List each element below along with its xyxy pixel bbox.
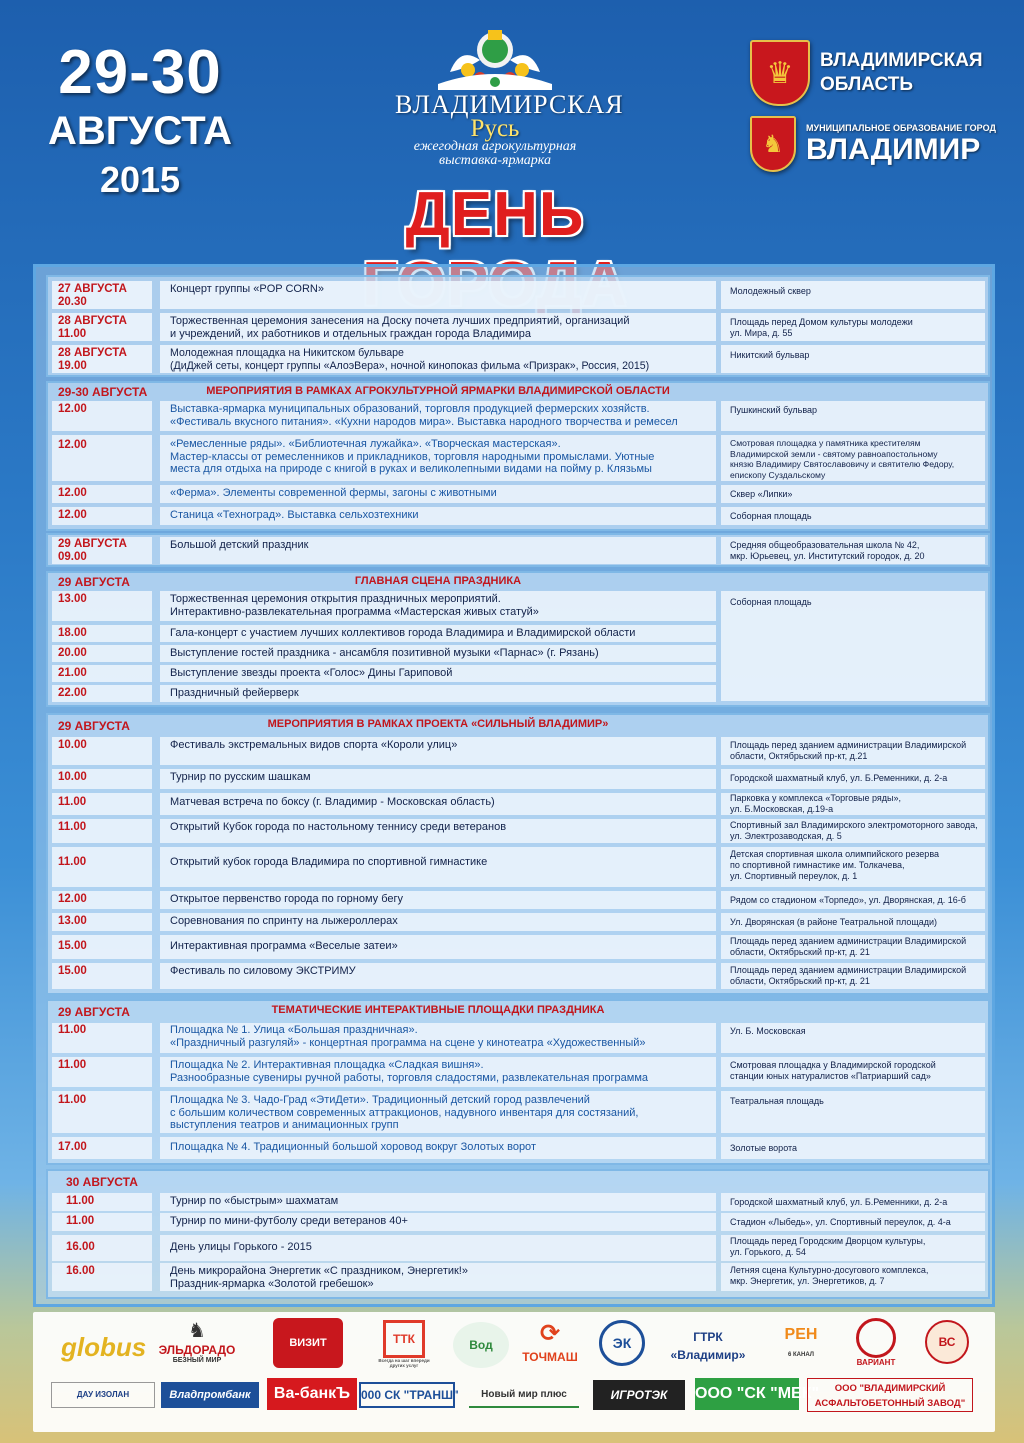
sponsor-ttk-sub: Всегда на шаг впереди других услуг [378, 1358, 430, 1368]
fair-logo [395, 24, 624, 168]
row-time: 11.00 [58, 1094, 87, 1106]
row-time: 11.00 [58, 856, 87, 868]
sponsor-novy-mir-logo: Новый мир плюс [469, 1382, 579, 1408]
city-coat-of-arms-icon: ♞ [750, 116, 796, 172]
row-event: Площадка № 1. Улица «Большая праздничная». «Праздничный разгуляй» - концертная программа на сцене у кинотеатра «Художественный» [170, 1024, 646, 1049]
row-event: Гала-концерт с участием лучших коллективов города Владимира и Владимирской области [170, 627, 636, 639]
row-place: Театральная площадь [730, 1096, 824, 1106]
row-event: Площадка № 3. Чадо-Град «ЭтиДети». Традиционный детский город развлечений с большим количеством современных аттракционов, надувного инвентаря для состязаний, выступления театров и анимационных групп [170, 1094, 639, 1131]
sponsor-eldorado-logo: ♞ ЭЛЬДОРАДО БЕЗНЫЙ МИР [151, 1318, 243, 1368]
section-fair [46, 381, 990, 531]
row-place: Сквер «Липки» [730, 489, 793, 499]
section-preliminary [46, 275, 990, 377]
section-date: 30 АВГУСТА [66, 1175, 138, 1189]
row-time: 10.00 [58, 771, 87, 783]
row-place: Соборная площадь [730, 511, 812, 521]
row-place: Городской шахматный клуб, ул. Б.Ременники, д. 2-а [730, 1197, 948, 1207]
stage-place: Соборная площадь [730, 597, 812, 607]
sponsor-ren-sub: 6 КАНАЛ [788, 1352, 814, 1358]
row-time: 11.00 [66, 1195, 95, 1207]
row-place: Ул. Б. Московская [730, 1026, 806, 1036]
section-heading: ГЛАВНАЯ СЦЕНА ПРАЗДНИКА [354, 575, 522, 587]
row-place: Городской шахматный клуб, ул. Б.Ременники, д. 2-а [730, 773, 948, 783]
poster-header [0, 0, 1024, 262]
row-event: Матчевая встреча по боксу (г. Владимир - Московская область) [170, 796, 495, 808]
row-place: Площадь перед зданием администрации Владимирской области, Октябрьский пр-кт, д. 21 [730, 965, 967, 986]
row-event: Праздничный фейерверк [170, 687, 299, 699]
row-place: Смотровая площадка у Владимирской городской станции юных натуралистов «Патриарший сад» [730, 1060, 936, 1081]
schedule-panel [33, 264, 995, 1307]
row-event: Выставка-ярмарка муниципальных образований, торговля продукцией фермерских хозяйств. «Фестиваль вкусного питания». «Кухни народов мира». Выставка народного творчества и ремесел [170, 403, 678, 428]
row-time: 12.00 [58, 403, 87, 415]
row-place: Площадь перед зданием администрации Владимирской области, Октябрьский пр-кт, д. 21 [730, 936, 967, 957]
sponsor-eldorado-sub: БЕЗНЫЙ МИР [172, 1357, 222, 1364]
row-time: 11.00 [58, 821, 87, 833]
row-date: 29 АВГУСТА [58, 538, 127, 550]
section-date: 29 АВГУСТА [58, 719, 130, 733]
row-time: 21.00 [58, 667, 87, 679]
row-place: Площадь перед Городским Дворцом культуры, ул. Горького, д. 54 [730, 1236, 926, 1257]
row-event: День микрорайона Энергетик «С праздником, Энергетик!» Праздник-ярмарка «Золотой гребешок» [170, 1265, 468, 1290]
row-event: Турнир по мини-футболу среди ветеранов 40+ [170, 1215, 408, 1227]
sponsor-sk-transh-logo: 000 СК "ТРАНШ" [359, 1382, 455, 1408]
section-aug30 [46, 1169, 990, 1299]
row-time: 19.00 [58, 360, 87, 372]
row-time: 11.00 [58, 796, 87, 808]
sponsor-igrotek-logo: ИГРОТЭК [593, 1380, 685, 1410]
row-time: 11.00 [58, 1059, 87, 1071]
row-event: Площадка № 4. Традиционный большой хоровод вокруг Золотых ворот [170, 1141, 536, 1153]
row-place: Стадион «Лыбедь», ул. Спортивный переулок, д. 4-а [730, 1217, 951, 1227]
row-event: Открытое первенство города по горному бегу [170, 893, 404, 905]
row-time: 16.00 [66, 1241, 95, 1253]
section-date: 29 АВГУСТА [58, 1005, 130, 1019]
sponsor-emblem-logo: ВС [925, 1320, 969, 1364]
row-place: Ул. Дворянская (в районе Театральной площади) [730, 917, 938, 927]
row-time: 17.00 [58, 1141, 87, 1153]
row-time: 09.00 [58, 551, 87, 563]
dates-year: 2015 [99, 159, 181, 200]
row-date: 28 АВГУСТА [58, 347, 127, 359]
row-time: 18.00 [58, 627, 87, 639]
row-event: Интерактивная программа «Веселые затеи» [170, 940, 398, 952]
row-time: 22.00 [58, 687, 87, 699]
row-event: Выступление звезды проекта «Голос» Дины Гариповой [170, 667, 453, 679]
section-themed [46, 999, 990, 1165]
row-event: Торжественная церемония открытия праздничных мероприятий. Интерактивно-развлекательная программа «Мастерская живых статуй» [170, 593, 539, 618]
row-event: Турнир по «быстрым» шахматам [170, 1195, 339, 1207]
row-event: День улицы Горького - 2015 [170, 1241, 312, 1253]
row-time: 11.00 [58, 328, 87, 340]
sponsor-vizit-logo: ВИЗИТ [273, 1318, 343, 1368]
sponsor-ek-logo: ЭК [599, 1320, 645, 1366]
city-name: ВЛАДИМИР [806, 133, 981, 166]
row-event: Соревнования по спринту на лыжероллерах [170, 915, 398, 927]
row-time: 15.00 [58, 940, 87, 952]
page-title: ДЕНЬ [405, 180, 585, 249]
sponsor-dau-logo: ДАУ ИЗОЛАН [51, 1382, 155, 1408]
row-time: 12.00 [58, 487, 87, 499]
sponsor-ren-name: РЕН [784, 1326, 818, 1343]
row-place: Пушкинский бульвар [730, 405, 818, 415]
row-event: «Ремесленные ряды». «Библиотечная лужайка». «Творческая мастерская». Мастер-классы от ремесленников и прикладников, торговля народными промыслами. Уютные места для отдыха на природе с книгой в руках и великолепными видами на пойму р. Клязьмы [170, 438, 655, 475]
sponsor-sk-mek-logo: ООО "СК "МЕК" [695, 1378, 799, 1410]
row-event: Площадка № 2. Интерактивная площадка «Сладкая вишня». Разнообразные сувениры ручной работы, торговля сладостями, развлекательная программа [170, 1059, 649, 1084]
region-name-2: ОБЛАСТЬ [820, 74, 914, 95]
sponsor-vabank-logo: Ва-банкЪ [267, 1378, 357, 1410]
sponsors-bar [33, 1312, 995, 1432]
row-event: Фестиваль по силовому ЭКСТРИМУ [170, 965, 356, 977]
row-event: Открытий кубок города Владимира по спортивной гимнастике [170, 856, 488, 868]
row-time: 10.00 [58, 739, 87, 751]
row-time: 12.00 [58, 509, 87, 521]
row-time: 11.00 [66, 1215, 95, 1227]
region-coat-of-arms-icon: ♛ [750, 40, 810, 106]
section-main-stage [46, 571, 990, 707]
row-place: Летняя сцена Культурно-досугового комплекса, мкр. Энергетик, ул. Энергетиков, д. 7 [730, 1265, 929, 1286]
logo-tagline-1: ежегодная агрокультурная [413, 139, 577, 154]
row-time: 15.00 [58, 965, 87, 977]
section-sport [46, 713, 990, 995]
row-place: Золотые ворота [730, 1143, 798, 1153]
event-dates [40, 40, 240, 204]
row-date: 28 АВГУСТА [58, 315, 127, 327]
row-place: Площадь перед зданием администрации Владимирской области, Октябрьский пр-кт, д.21 [730, 740, 967, 761]
sponsor-gtrk-logo: ГТРК «Владимир» [670, 1330, 746, 1362]
row-time: 11.00 [58, 1024, 87, 1036]
row-time: 12.00 [58, 439, 87, 451]
row-date: 27 АВГУСТА [58, 283, 127, 295]
sponsor-eldorado-name: ЭЛЬДОРАДО [158, 1343, 236, 1357]
section-heading: ТЕМАТИЧЕСКИЕ ИНТЕРАКТИВНЫЕ ПЛОЩАДКИ ПРАЗДНИКА [271, 1004, 605, 1016]
sponsor-asphalt-logo: ООО "ВЛАДИМИРСКИЙ АСФАЛЬТОБЕТОННЫЙ ЗАВОД" [807, 1378, 973, 1412]
row-place: Молодежный сквер [730, 286, 811, 296]
row-place: Смотровая площадка у памятника крестителям Владимирской земли - святому равноапостольному князю Владимиру Святославовичу и святителю Федору, епископу Суздальскому [730, 438, 955, 480]
sponsor-ren-logo [771, 1318, 831, 1370]
sponsor-globus-logo: globus [61, 1332, 147, 1362]
ornament-icon [420, 24, 570, 92]
row-event: Концерт группы «POP CORN» [170, 283, 324, 295]
row-place: Спортивный зал Владимирского электромоторного завода, ул. Электрозаводская, д. 5 [730, 820, 978, 841]
sponsor-tochmash-logo: ⟳ ТОЧМАШ [522, 1320, 578, 1364]
sponsor-variant-name: ВАРИАНТ [856, 1358, 896, 1367]
row-event: Открытий Кубок города по настольному теннису среди ветеранов [170, 821, 507, 833]
logo-tagline-2: выставка-ярмарка [439, 153, 551, 168]
row-place: Средняя общеобразовательная школа № 42, мкр. Юрьевец, ул. Институтский городок, д. 20 [730, 540, 925, 561]
section-heading: МЕРОПРИЯТИЯ В РАМКАХ ПРОЕКТА «СИЛЬНЫЙ ВЛАДИМИР» [267, 718, 609, 730]
section-date: 29-30 АВГУСТА [58, 385, 148, 399]
dates-month: АВГУСТА [47, 109, 233, 153]
sponsor-tochmash-name: ТОЧМАШ [522, 1350, 578, 1364]
row-time: 20.00 [58, 647, 87, 659]
dates-range: 29-30 [58, 38, 222, 107]
logo-subtitle: Русь [470, 115, 520, 142]
sponsor-vladprombank-logo: Владпромбанк [161, 1382, 259, 1408]
row-event: Станица «Техноград». Выставка сельхозтехники [170, 509, 419, 521]
logo-title: ВЛАДИМИРСКАЯ [395, 90, 624, 119]
city-label: МУНИЦИПАЛЬНОЕ ОБРАЗОВАНИЕ ГОРОД [806, 123, 996, 133]
row-event: «Ферма». Элементы современной фермы, загоны с животными [170, 487, 497, 499]
row-place: Парковка у комплекса «Торговые ряды», ул. Б.Московская, д.19-а [730, 793, 902, 814]
row-time: 13.00 [58, 915, 87, 927]
row-time: 12.00 [58, 893, 87, 905]
row-time: 13.00 [58, 593, 87, 605]
section-heading: МЕРОПРИЯТИЯ В РАМКАХ АГРОКУЛЬТУРНОЙ ЯРМАРКИ ВЛАДИМИРСКОЙ ОБЛАСТИ [206, 385, 670, 397]
row-event: Торжественная церемония занесения на Доску почета лучших предприятий, организаций и учреждений, их работников и отдельных граждан города Владимира [170, 315, 630, 340]
region-block [750, 40, 1010, 182]
sponsor-vod-logo: Вод [453, 1322, 509, 1368]
region-name: ВЛАДИМИРСКАЯ [820, 50, 983, 71]
section-kids [46, 533, 990, 567]
row-place: Никитский бульвар [730, 350, 810, 360]
row-event: Выступление гостей праздника - ансамбля позитивной музыки «Парнас» (г. Рязань) [170, 647, 599, 659]
sponsor-ttk-name: ТТК [383, 1320, 425, 1358]
row-place: Площадь перед Домом культуры молодежи ул. Мира, д. 55 [730, 317, 913, 338]
row-time: 20.30 [58, 296, 87, 308]
section-date: 29 АВГУСТА [58, 575, 130, 589]
row-event: Турнир по русским шашкам [170, 771, 311, 783]
sponsor-ttk-logo [373, 1320, 435, 1368]
row-event: Фестиваль экстремальных видов спорта «Короли улиц» [170, 739, 458, 751]
row-place: Детская спортивная школа олимпийского резерва по спортивной гимнастике им. Толкачева, ул. Спортивный переулок, д. 1 [730, 849, 939, 881]
row-event: Большой детский праздник [170, 539, 309, 551]
row-event: Молодежная площадка на Никитском бульваре (ДиДжей сеты, концерт группы «АлоэВера», ночной кинопоказ фильма «Призрак», Россия, 2015) [170, 347, 650, 372]
sponsor-variant-logo [845, 1318, 907, 1370]
row-place: Рядом со стадионом «Торпедо», ул. Дворянская, д. 16-б [730, 895, 966, 905]
row-time: 16.00 [66, 1265, 95, 1277]
